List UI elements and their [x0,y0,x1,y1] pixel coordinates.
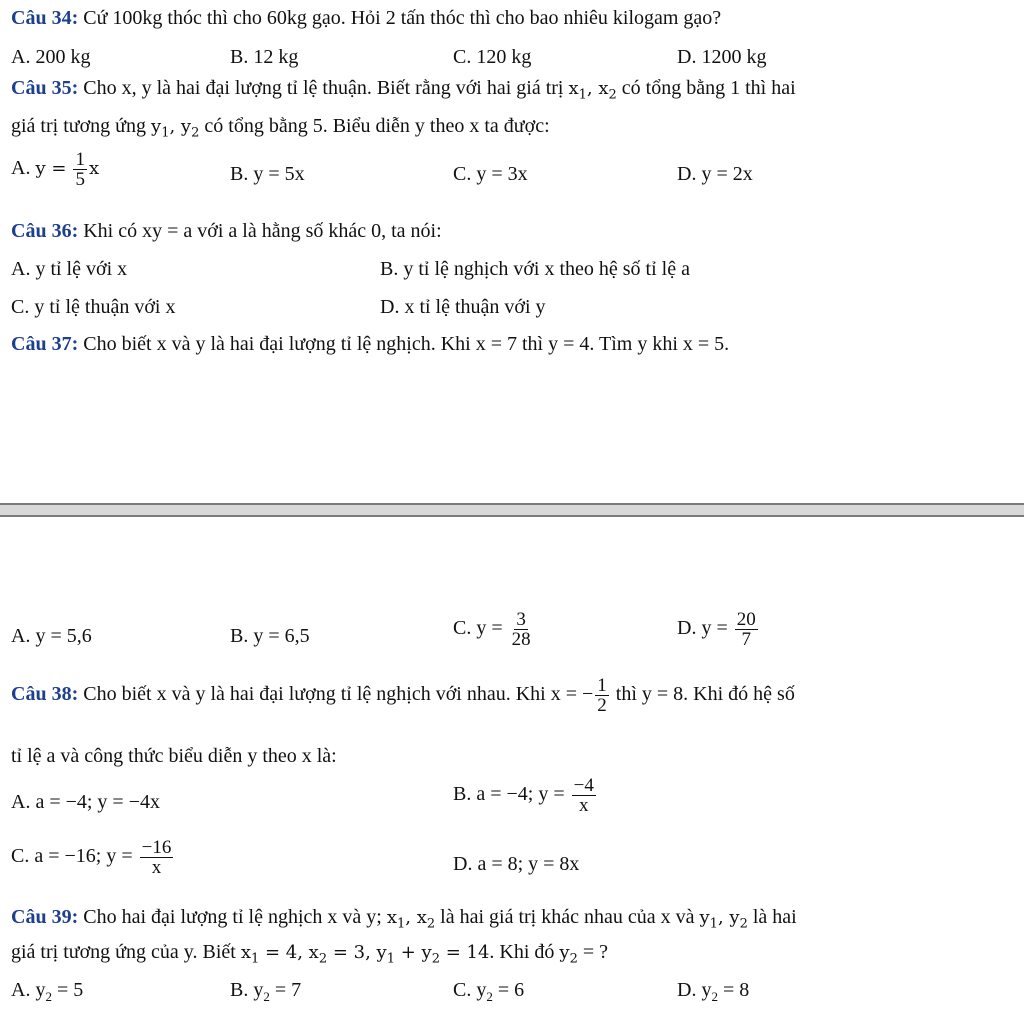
q38-text2: thì y = 8. Khi đó hệ số [610,683,795,706]
q35-text1: Cho x, y là hai đại lượng tỉ lệ thuận. Biết rằng với hai giá trị [78,77,569,99]
q35-option-d: D. y = 2x [677,163,753,185]
q36-option-b: B. y tỉ lệ nghịch với x theo hệ số tỉ lệ a [380,258,690,280]
q39-option-a: A. $y_2 = 5$ [11,979,84,1004]
fraction-numerator: 1 [75,149,85,170]
q36-option-d: D. x tỉ lệ thuận với y [380,296,546,318]
q35-option-c: C. y = 3x [453,163,528,185]
q39-line2b: . Khi đó [489,941,560,963]
q37-option-d [677,610,760,649]
q37-option-a: A. y = 5,6 [11,625,92,647]
fraction-denominator: 2 [597,695,607,716]
q39-option-d: D. $y_2 = 8$ [677,979,750,1004]
q35-stem-line1 [11,76,796,108]
q35-y-values: $y_1$, $y_2$ [151,116,200,141]
q38-fraction [595,676,609,715]
q35-option-a [11,150,99,189]
q34-label: Câu 34: [11,7,79,29]
q39-stem-line2 [11,940,608,972]
q37-option-b: B. y = 6,5 [230,625,310,647]
fraction-denominator: x [578,795,589,816]
q34-stem [11,6,721,30]
q39-option-c: C. $y_2 = 6$ [453,979,525,1004]
q37-option-c-prefix: C. y = [453,617,503,640]
q39-option-b-value: = 7 [269,979,302,1001]
q39-option-d-text: D. y [677,979,712,1001]
q37-option-c-fraction [510,610,533,649]
q38-option-b-prefix: B. a = −4; y = [453,783,565,806]
q35-line2a: giá trị tương ứng [11,115,152,137]
fraction-denominator: 28 [511,629,531,650]
fraction-numerator: 3 [516,609,526,630]
q39-y-values: $y_1$, $y_2$ [699,907,748,932]
q34-option-c: C. 120 kg [453,46,532,68]
q39-x-values: $x_1$, $x_2$ [386,907,436,932]
q35-stem-line2 [11,114,550,146]
q36-label: Câu 36: [11,220,79,242]
fraction-numerator: 1 [597,675,607,696]
q38-stem-line1 [11,676,795,715]
q35-option-b: B. y = 5x [230,163,305,185]
q39-line2a: giá trị tương ứng của y. Biết [11,941,241,963]
fraction-numerator: 20 [736,609,756,630]
q38-stem-line2: tỉ lệ a và công thức biểu diễn y theo x là: [11,745,337,767]
page-break-divider [0,503,1024,517]
q38-text1: Cho biết x và y là hai đại lượng tỉ lệ nghịch với nhau. Khi x = − [78,683,594,706]
q39-text1: Cho hai đại lượng tỉ lệ nghịch x và y; [78,906,387,928]
q37-option-c [453,610,535,649]
q37-text: Cho biết x và y là hai đại lượng tỉ lệ nghịch. Khi x = 7 thì y = 4. Tìm y khi x = 5. [78,333,730,355]
q39-option-b: B. $y_2 = 7$ [230,979,302,1004]
q37-stem [11,332,729,356]
q39-option-d-value: = 8 [717,979,750,1001]
q35-line2b: có tổng bằng 5. Biểu diễn y theo x ta được: [199,115,550,137]
q39-option-c-value: = 6 [492,979,525,1001]
fraction-numerator: −16 [141,837,172,858]
q38-option-d: D. a = 8; y = 8x [453,853,580,875]
q39-unknown: $y_2$ [559,942,578,967]
q35-option-a-fraction [73,150,87,189]
q36-option-c: C. y tỉ lệ thuận với x [11,296,176,318]
q39-option-b-text: B. y [230,979,264,1001]
q38-option-c-prefix: C. a = −16; y = [11,845,133,868]
q35-x-values: $x_1$, $x_2$ [568,78,617,103]
q34-option-d: D. 1200 kg [677,46,767,68]
q39-line2c: = ? [577,941,609,963]
q38-option-b [453,776,598,815]
q36-text: Khi có xy = a với a là hằng số khác 0, ta nói: [78,220,442,242]
q39-option-c-text: C. y [453,979,487,1001]
q34-text: Cứ 100kg thóc thì cho 60kg gạo. Hỏi 2 tấn thóc thì cho bao nhiêu kilogam gạo? [78,7,722,29]
fraction-denominator: x [151,857,162,878]
q38-option-a: A. a = −4; y = −4x [11,791,160,813]
q36-option-a: A. y tỉ lệ với x [11,258,128,280]
q37-label: Câu 37: [11,333,79,355]
q36-stem [11,219,442,243]
q35-label: Câu 35: [11,77,79,99]
q39-given-values: $x_1 = 4$, $x_2 = 3$, $y_1 + y_2 = 14$ [240,942,490,967]
q38-label: Câu 38: [11,683,79,706]
q39-label: Câu 39: [11,906,79,928]
q35-option-a-letter: A. [11,157,31,180]
q39-stem-line1 [11,905,797,937]
q35-option-a-eq: y = [35,158,67,180]
q38-option-b-fraction [572,776,596,815]
q37-option-d-prefix: D. y = [677,617,728,640]
q38-option-c [11,838,175,877]
q34-option-b: B. 12 kg [230,46,299,68]
q38-option-c-fraction [140,838,174,877]
q34-option-a: A. 200 kg [11,46,91,68]
q39-text3: là hai [747,906,797,928]
fraction-numerator: −4 [573,775,594,796]
q37-option-d-fraction [735,610,758,649]
fraction-denominator: 5 [75,169,85,190]
q35-option-a-var: x [88,158,100,180]
fraction-denominator: 7 [741,629,751,650]
q39-option-a-value: = 5 [51,979,84,1001]
q39-text2: là hai giá trị khác nhau của x và [435,906,700,928]
q39-option-a-text: A. y [11,979,46,1001]
q35-text2: có tổng bằng 1 thì hai [616,77,796,99]
